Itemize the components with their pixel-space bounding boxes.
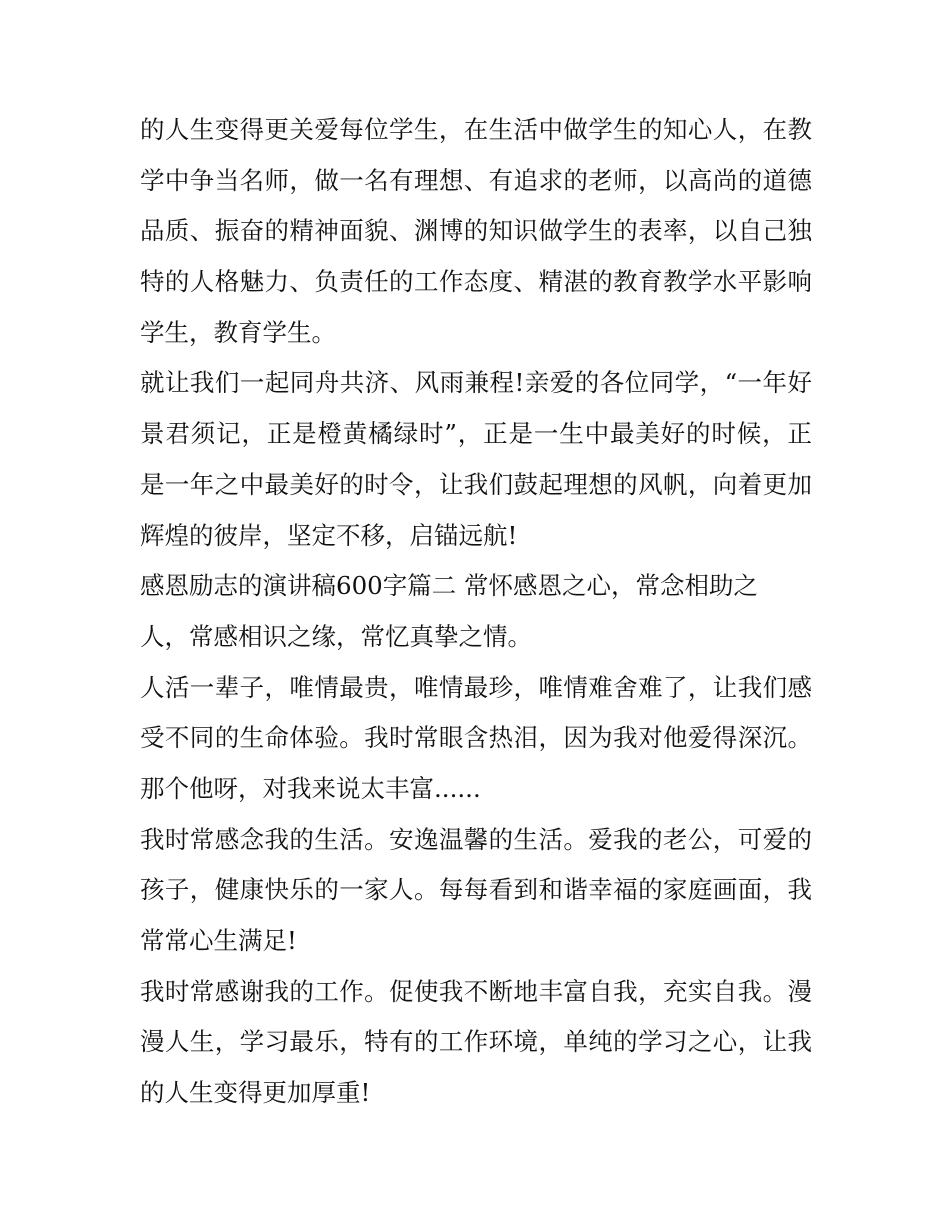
text-line: 品质、振奋的精神面貌、渊博的知识做学生的表率，以自己独: [140, 216, 812, 246]
paragraph-3: [140, 561, 812, 662]
paragraph-4: [140, 663, 812, 815]
text-line: 学生，教育学生。: [140, 317, 336, 347]
paragraph-1: [140, 105, 812, 358]
text-line: 景君须记，正是橙黄橘绿时”，正是一生中最美好的时候，正: [140, 419, 812, 449]
paragraph-2: [140, 358, 812, 561]
paragraph-6: [140, 967, 812, 1119]
text-line: 常常心生满足!: [140, 926, 297, 955]
text-line: 人活一辈子，唯情最贵，唯情最珍，唯情难舍难了，让我们感: [140, 672, 812, 702]
text-line: 漫人生，学习最乐，特有的工作环境，单纯的学习之心，让我: [140, 1027, 812, 1057]
text-line: 我时常感念我的生活。安逸温馨的生活。爱我的老公，可爱的: [140, 824, 812, 854]
text-line: 学中争当名师，做一名有理想、有追求的老师，以高尚的道德: [140, 165, 812, 195]
text-line: 受不同的生命体验。我时常眼含热泪，因为我对他爱得深沉。: [140, 723, 812, 753]
text-line: 人，常感相识之缘，常忆真挚之情。: [140, 621, 532, 651]
text-line: 我时常感谢我的工作。促使我不断地丰富自我，充实自我。漫: [140, 976, 812, 1006]
text-line: 的人生变得更加厚重!: [140, 1078, 371, 1108]
text-line: 辉煌的彼岸，坚定不移，启锚远航!: [140, 520, 518, 550]
paragraph-5: [140, 815, 812, 967]
text-line: 特的人格魅力、负责任的工作态度、精湛的教育教学水平影响: [140, 267, 812, 297]
text-line: 孩子，健康快乐的一家人。每每看到和谐幸福的家庭画面，我: [140, 875, 812, 905]
text-line: 感恩励志的演讲稿600字篇二 常怀感恩之心，常念相助之: [140, 571, 759, 601]
text-line: 那个他呀，对我来说太丰富......: [140, 773, 481, 803]
document-page: [140, 105, 812, 1119]
text-line: 是一年之中最美好的时令，让我们鼓起理想的风帆，向着更加: [140, 469, 812, 499]
text-line: 的人生变得更关爱每位学生，在生活中做学生的知心人，在教: [140, 115, 812, 144]
text-line: 就让我们一起同舟共济、风雨兼程!亲爱的各位同学，“一年好: [140, 368, 812, 398]
